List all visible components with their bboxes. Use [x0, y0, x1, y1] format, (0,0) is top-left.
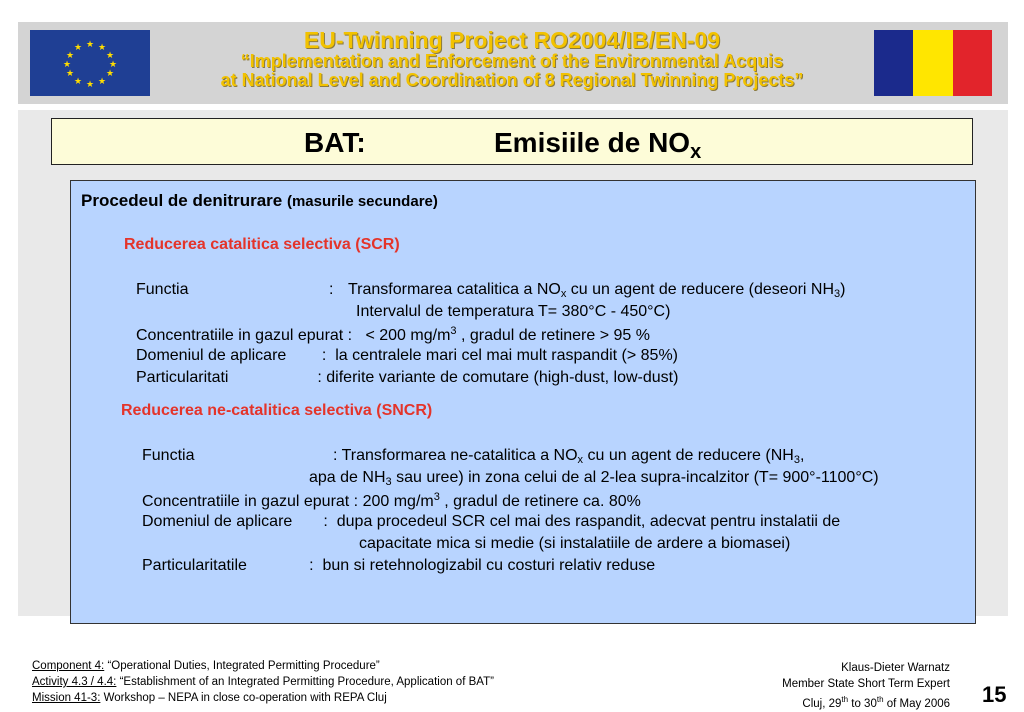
- svg-text:★: ★: [65, 51, 75, 61]
- svg-text:★: ★: [73, 43, 83, 53]
- svg-text:★: ★: [97, 77, 107, 87]
- svg-text:★: ★: [105, 69, 115, 79]
- svg-text:★: ★: [62, 60, 72, 70]
- slide-title-box: [51, 118, 973, 165]
- author-role: Member State Short Term Expert: [782, 678, 950, 690]
- sncr-domeniu-cont: capacitate mica si medie (si instalatiile de ardere a biomasei): [359, 535, 791, 552]
- scr-domeniu: Domeniul de aplicare : la centralele mari cel mai mult raspandit (> 85%): [136, 347, 679, 364]
- footer-component: Component 4: “Operational Duties, Integrated Permitting Procedure”: [32, 660, 380, 672]
- project-title-line3: at National Level and Coordination of 8 Regional Twinning Projects”: [220, 70, 804, 91]
- sncr-domeniu: Domeniul de aplicare : dupa procedeul SCR cel mai des raspandit, adecvat pentru instalatii de: [142, 513, 841, 530]
- author-name: Klaus-Dieter Warnatz: [841, 662, 950, 674]
- section-heading: Procedeul de denitrurare (masurile secundare): [81, 191, 438, 210]
- scr-concentratie: Concentratiile in gazul epurat : < 200 $mg/m^3$ , gradul de retinere > 95 %: [136, 325, 650, 344]
- footer-author: [782, 660, 950, 712]
- svg-text:★: ★: [108, 60, 118, 70]
- slide-title-prefix: BAT:: [304, 127, 366, 158]
- page-number: 15: [982, 682, 1007, 707]
- project-title-line2: “Implementation and Enforcement of the Environmental Acquis: [240, 51, 784, 72]
- svg-text:★: ★: [73, 77, 83, 87]
- scr-functia-colon: :: [329, 281, 334, 298]
- main-content-box: [70, 180, 976, 624]
- sncr-functia-label: Functia: [142, 447, 195, 464]
- scr-functia-label: Functia: [136, 281, 189, 298]
- scr-particularitati: Particularitati : diferite variante de comutare (high-dust, low-dust): [136, 369, 679, 386]
- footer-activity: Activity 4.3 / 4.4: “Establishment of an Integrated Permitting Procedure, Application of BAT”: [32, 676, 494, 688]
- sncr-title: Reducerea ne-catalitica selectiva (SNCR): [121, 402, 433, 419]
- svg-text:★: ★: [105, 51, 115, 61]
- slide-title: Emisiile de $NO_x$: [494, 127, 702, 163]
- eu-flag-icon: [30, 30, 150, 96]
- scr-title: Reducerea catalitica selectiva (SCR): [124, 236, 400, 253]
- sncr-particularitati: Particularitatile : bun si retehnologizabil cu costuri relativ reduse: [142, 557, 656, 574]
- sncr-functia-text: : Transformarea ne-catalitica a $NO_x$ cu un agent de reducere ($NH_3$,: [333, 447, 805, 466]
- svg-text:★: ★: [85, 40, 95, 50]
- sncr-concentratie: Concentratiile in gazul epurat : 200 $mg/m^3$ , gradul de retinere ca. 80%: [142, 491, 641, 510]
- svg-text:★: ★: [65, 69, 75, 79]
- svg-text:★: ★: [85, 80, 95, 90]
- footer-mission: Mission 41-3: Workshop – NEPA in close co-operation with REPA Cluj: [32, 692, 387, 704]
- scr-interval: Intervalul de temperatura T= 380°C - 450°C): [356, 303, 671, 320]
- event-date: Cluj, 29th to 30th of May 2006: [802, 695, 950, 710]
- sncr-functia-cont: apa de $NH_3$ sau uree) in zona celui de al 2-lea supra-incalzitor (T= 900°-1100°C): [309, 469, 879, 488]
- svg-text:★: ★: [97, 43, 107, 53]
- scr-functia-text: Transformarea catalitica a $NO_x$ cu un agent de reducere (deseori $NH_3$): [348, 281, 846, 300]
- footer-info: [32, 658, 494, 706]
- romania-flag-icon: [874, 30, 992, 96]
- project-title-line1: EU-Twinning Project RO2004/IB/EN-09: [303, 27, 721, 53]
- project-title: [150, 28, 874, 90]
